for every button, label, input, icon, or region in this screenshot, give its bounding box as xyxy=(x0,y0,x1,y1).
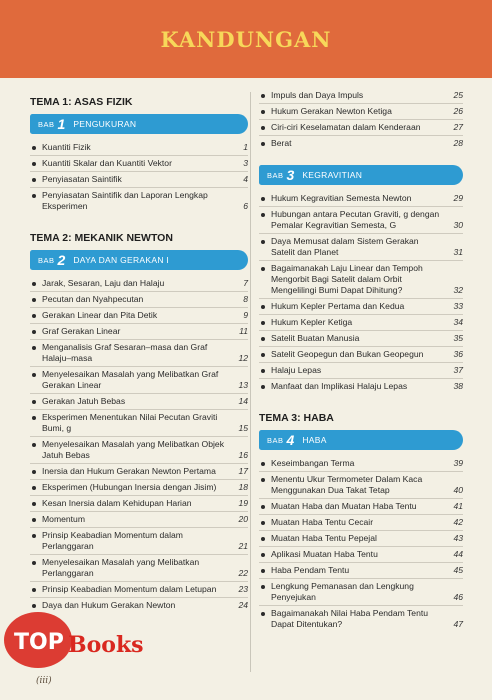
toc-entry-label: Kuantiti Fizik xyxy=(42,142,91,152)
toc-entry-page: 13 xyxy=(238,380,248,390)
toc-entry-label: Manfaat dan Implikasi Halaju Lepas xyxy=(271,381,408,391)
toc-entry xyxy=(259,191,463,207)
column-divider xyxy=(250,92,251,672)
toc-entry xyxy=(259,515,463,531)
page-title: KANDUNGAN xyxy=(160,26,332,52)
bab-1-list xyxy=(30,140,248,214)
tema-2-heading: TEMA 2: MEKANIK NEWTON xyxy=(30,232,173,244)
toc-entry xyxy=(259,104,463,120)
toc-entry xyxy=(259,606,463,632)
toc-entry-label: Muatan Haba Tentu Cecair xyxy=(271,517,374,527)
toc-entry xyxy=(30,496,248,512)
toc-entry-page: 14 xyxy=(238,396,248,406)
toc-entry xyxy=(259,499,463,515)
toc-entry-page: 42 xyxy=(453,517,463,527)
toc-entry-page: 12 xyxy=(238,353,248,363)
toc-entry-page: 24 xyxy=(238,600,248,610)
toc-entry-page: 27 xyxy=(453,122,463,132)
toc-entry-label: Eksperimen (Hubungan Inersia dengan Jisim) xyxy=(42,482,217,492)
toc-entry-label: Pecutan dan Nyahpecutan xyxy=(42,294,144,304)
toc-entry xyxy=(30,464,248,480)
toc-entry-page: 43 xyxy=(453,533,463,543)
toc-entry xyxy=(30,324,248,340)
toc-entry xyxy=(259,136,463,151)
toc-entry-label: Momentum xyxy=(42,514,85,524)
toc-entry-label: Satelit Geopegun dan Bukan Geopegun xyxy=(271,349,424,359)
toc-entry-page: 4 xyxy=(243,174,248,184)
toc-entry-page: 1 xyxy=(243,142,248,152)
toc-entry xyxy=(259,88,463,104)
toc-entry xyxy=(30,292,248,308)
toc-entry-page: 9 xyxy=(243,310,248,320)
bab-1-banner xyxy=(30,114,248,134)
toc-entry xyxy=(30,437,248,464)
toc-entry-page: 6 xyxy=(243,201,248,211)
toc-entry-label: Kesan Inersia dalam Kehidupan Harian xyxy=(42,498,192,508)
toc-entry-page: 32 xyxy=(453,285,463,295)
bab-number: 4 xyxy=(286,432,295,448)
toc-entry-page: 29 xyxy=(453,193,463,203)
toc-entry xyxy=(259,331,463,347)
toc-entry-label: Muatan Haba Tentu Pepejal xyxy=(271,533,377,543)
toc-entry-label: Menyelesaikan Masalah yang Melibatkan Objek Jatuh Bebas xyxy=(42,439,225,460)
toc-entry-label: Lengkung Pemanasan dan Lengkung Penyejukan xyxy=(271,581,414,602)
toc-entry-page: 31 xyxy=(453,247,463,257)
toc-entry xyxy=(30,188,248,214)
toc-entry-page: 35 xyxy=(453,333,463,343)
toc-entry-page: 8 xyxy=(243,294,248,304)
toc-entry xyxy=(259,472,463,499)
toc-entry-page: 3 xyxy=(243,158,248,168)
toc-entry-label: Menentu Ukur Termometer Dalam Kaca Menggunakan Dua Takat Tetap xyxy=(271,474,423,495)
toc-entry-page: 15 xyxy=(238,423,248,433)
toc-entry-page: 40 xyxy=(453,485,463,495)
bab-word: BAB xyxy=(267,170,284,180)
toc-entry-label: Menyelesaikan Masalah yang Melibatkan Perlanggaran xyxy=(42,557,200,578)
toc-entry xyxy=(30,528,248,555)
toc-entry-page: 45 xyxy=(453,565,463,575)
toc-entry-label: Aplikasi Muatan Haba Tentu xyxy=(271,549,378,559)
toc-entry xyxy=(259,234,463,261)
bab-title: DAYA DAN GERAKAN I xyxy=(73,255,170,265)
bab-title: KEGRAVITIAN xyxy=(302,170,363,180)
toc-entry xyxy=(259,347,463,363)
bab-number: 1 xyxy=(57,116,66,132)
toc-entry-label: Muatan Haba dan Muatan Haba Tentu xyxy=(271,501,417,511)
logo-top-text: TOP xyxy=(14,630,64,655)
toc-entry-page: 28 xyxy=(453,138,463,148)
toc-entry xyxy=(30,276,248,292)
bab-2-list xyxy=(30,276,248,613)
toc-entry xyxy=(259,563,463,579)
toc-entry xyxy=(30,410,248,437)
toc-entry xyxy=(30,172,248,188)
bab-2-continued-list xyxy=(259,88,463,151)
toc-entry xyxy=(30,367,248,394)
toc-entry-label: Eksperimen Menentukan Nilai Pecutan Graviti Bumi, g xyxy=(42,412,218,433)
toc-entry xyxy=(259,315,463,331)
toc-entry xyxy=(30,582,248,598)
toc-entry-label: Daya Memusat dalam Sistem Gerakan Satelit dan Planet xyxy=(271,236,419,257)
toc-entry xyxy=(259,120,463,136)
toc-entry-label: Hukum Gerakan Newton Ketiga xyxy=(271,106,392,116)
page-header xyxy=(0,0,492,78)
toc-entry-page: 46 xyxy=(453,592,463,602)
right-column xyxy=(259,88,463,632)
toc-entry-label: Gerakan Jatuh Bebas xyxy=(42,396,126,406)
toc-entry-page: 34 xyxy=(453,317,463,327)
toc-entry-page: 18 xyxy=(238,482,248,492)
tema-1-heading: TEMA 1: ASAS FIZIK xyxy=(30,96,133,108)
toc-entry-label: Inersia dan Hukum Gerakan Newton Pertama xyxy=(42,466,216,476)
toc-entry xyxy=(259,579,463,606)
toc-entry-page: 37 xyxy=(453,365,463,375)
toc-entry-label: Graf Gerakan Linear xyxy=(42,326,121,336)
logo-books-text: Books xyxy=(68,632,144,658)
toc-entry xyxy=(259,379,463,394)
toc-entry-label: Hukum Kegravitian Semesta Newton xyxy=(271,193,412,203)
toc-entry-label: Berat xyxy=(271,138,292,148)
toc-entry-page: 41 xyxy=(453,501,463,511)
toc-entry-label: Impuls dan Daya Impuls xyxy=(271,90,364,100)
toc-entry-label: Hubungan antara Pecutan Graviti, g dengan Pemalar Kegravitian Semesta, G xyxy=(271,209,440,230)
bab-number: 3 xyxy=(286,167,295,183)
toc-entry-page: 22 xyxy=(238,568,248,578)
bab-word: BAB xyxy=(267,435,284,445)
toc-entry-page: 23 xyxy=(238,584,248,594)
toc-entry-page: 7 xyxy=(243,278,248,288)
toc-entry xyxy=(30,480,248,496)
toc-entry-page: 25 xyxy=(453,90,463,100)
left-column xyxy=(30,88,248,613)
toc-entry xyxy=(30,308,248,324)
bab-title: HABA xyxy=(302,435,327,445)
toc-entry xyxy=(259,456,463,472)
toc-entry xyxy=(30,394,248,410)
toc-entry xyxy=(30,555,248,582)
bab-3-banner xyxy=(259,165,463,185)
toc-entry-label: Bagaimanakah Laju Linear dan Tempoh Mengorbit Bagi Satelit dalam Orbit Mengelilingi Bumi Dapat Dihitung? xyxy=(271,263,423,295)
toc-entry-label: Menyelesaikan Masalah yang Melibatkan Graf Gerakan Linear xyxy=(42,369,219,390)
tema-3-heading: TEMA 3: HABA xyxy=(259,412,334,424)
toc-entry-label: Bagaimanakah Nilai Haba Pendam Tentu Dapat Ditentukan? xyxy=(271,608,429,629)
bab-3-list xyxy=(259,191,463,394)
toc-entry-page: 33 xyxy=(453,301,463,311)
toc-entry xyxy=(30,156,248,172)
toc-entry-label: Halaju Lepas xyxy=(271,365,322,375)
toc-entry-page: 16 xyxy=(238,450,248,460)
toc-entry xyxy=(30,140,248,156)
toc-entry-label: Haba Pendam Tentu xyxy=(271,565,350,575)
toc-entry-page: 47 xyxy=(453,619,463,629)
toc-entry xyxy=(259,547,463,563)
toc-entry-label: Menganalisis Graf Sesaran–masa dan Graf Halaju–masa xyxy=(42,342,208,363)
toc-entry xyxy=(259,207,463,234)
toc-entry xyxy=(30,512,248,528)
page-number: (iii) xyxy=(36,676,52,686)
toc-entry-label: Keseimbangan Terma xyxy=(271,458,355,468)
toc-entry-label: Penyiasatan Saintifik xyxy=(42,174,122,184)
toc-entry xyxy=(259,363,463,379)
bab-title: PENGUKURAN xyxy=(73,119,137,129)
toc-entry-page: 21 xyxy=(238,541,248,551)
toc-entry-page: 44 xyxy=(453,549,463,559)
bab-2-banner xyxy=(30,250,248,270)
toc-entry-label: Satelit Buatan Manusia xyxy=(271,333,360,343)
toc-entry-page: 17 xyxy=(238,466,248,476)
toc-entry-page: 26 xyxy=(453,106,463,116)
toc-entry-label: Daya dan Hukum Gerakan Newton xyxy=(42,600,176,610)
topbooks-logo xyxy=(0,604,150,674)
toc-entry xyxy=(259,261,463,299)
bab-4-banner xyxy=(259,430,463,450)
toc-entry-page: 20 xyxy=(238,514,248,524)
toc-entry-page: 30 xyxy=(453,220,463,230)
toc-entry-label: Kuantiti Skalar dan Kuantiti Vektor xyxy=(42,158,172,168)
bab-word: BAB xyxy=(38,119,55,129)
toc-entry-label: Gerakan Linear dan Pita Detik xyxy=(42,310,158,320)
toc-entry-label: Hukum Kepler Pertama dan Kedua xyxy=(271,301,405,311)
toc-entry xyxy=(259,299,463,315)
toc-entry-page: 38 xyxy=(453,381,463,391)
toc-entry-label: Prinsip Keabadian Momentum dalam Letupan xyxy=(42,584,217,594)
toc-entry xyxy=(30,340,248,367)
toc-entry-label: Prinsip Keabadian Momentum dalam Perlanggaran xyxy=(42,530,183,551)
toc-entry-label: Ciri-ciri Keselamatan dalam Kenderaan xyxy=(271,122,421,132)
toc-entry-page: 19 xyxy=(238,498,248,508)
toc-entry-page: 36 xyxy=(453,349,463,359)
toc-entry xyxy=(259,531,463,547)
bab-4-list xyxy=(259,456,463,632)
toc-entry-label: Penyiasatan Saintifik dan Laporan Lengkap Eksperimen xyxy=(42,190,208,211)
toc-entry-page: 39 xyxy=(453,458,463,468)
toc-entry-label: Jarak, Sesaran, Laju dan Halaju xyxy=(42,278,165,288)
toc-entry-label: Hukum Kepler Ketiga xyxy=(271,317,353,327)
bab-word: BAB xyxy=(38,255,55,265)
bab-number: 2 xyxy=(57,252,66,268)
toc-entry-page: 11 xyxy=(239,326,248,336)
